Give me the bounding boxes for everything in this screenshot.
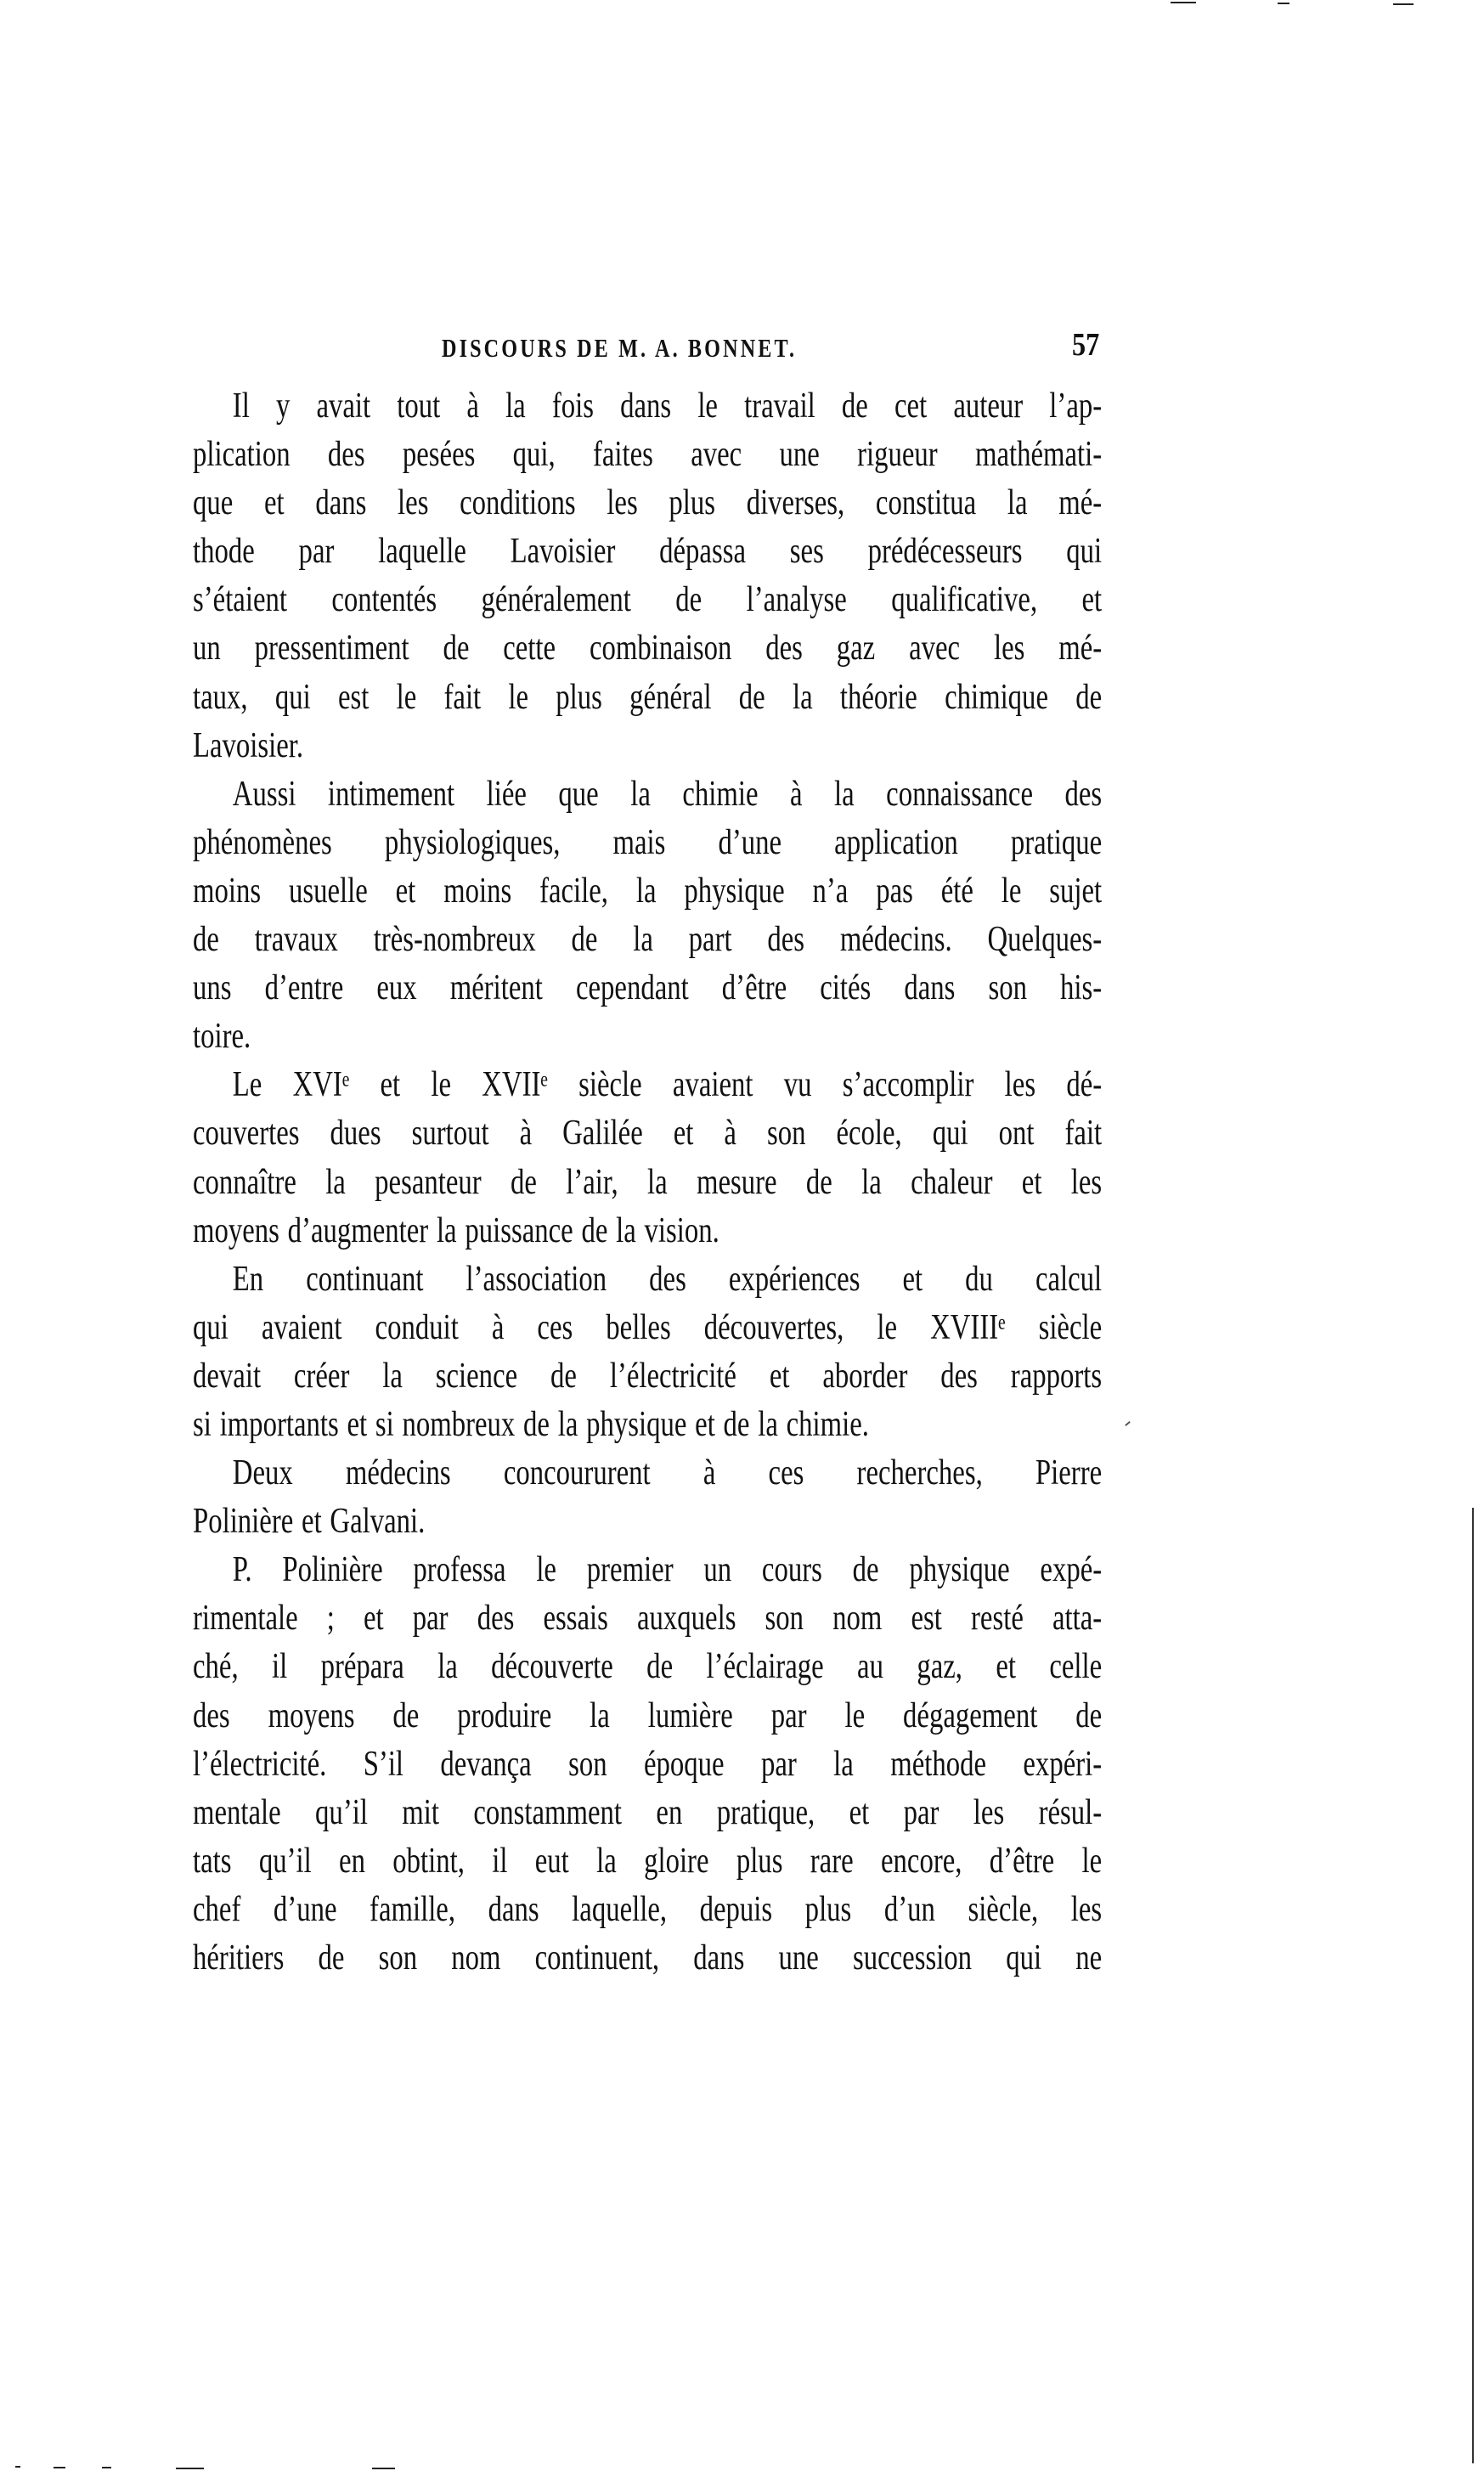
- text-line: Le XVIᵉ et le XVIIᵉ siècle avaient vu s’accomplir les dé-: [232, 1065, 1103, 1105]
- running-head: [442, 333, 866, 364]
- text-line: moyens d’augmenter la puissance de la vision.: [193, 1210, 719, 1250]
- body-text: [193, 382, 1102, 1983]
- running-head-text: DISCOURS DE M. A. BONNET.: [442, 333, 798, 363]
- paragraph-1: [193, 382, 1102, 770]
- text-line: qui avaient conduit à ces belles découvertes, le XVIIIᵉ siècle: [193, 1307, 1103, 1347]
- page-number: 57: [1072, 327, 1100, 363]
- scan-mark-bottom-4: [176, 2468, 204, 2469]
- text-line: moins usuelle et moins facile, la physique n’a pas été le sujet: [193, 871, 1103, 911]
- text-line: tats qu’il en obtint, il eut la gloire plus rare encore, d’être le: [193, 1841, 1103, 1881]
- text-line: toire.: [193, 1017, 251, 1057]
- text-line: ché, il prépara la découverte de l’éclairage au gaz, et celle: [193, 1647, 1103, 1687]
- text-line: Lavoisier.: [193, 725, 304, 765]
- text-line: un pressentiment de cette combinaison des gaz avec les mé-: [193, 629, 1103, 669]
- text-line: taux, qui est le fait le plus général de la théorie chimique de: [193, 677, 1103, 717]
- text-line: plication des pesées qui, faites avec une rigueur mathémati-: [193, 435, 1103, 475]
- paragraph-5: [193, 1449, 1102, 1546]
- text-line: chef d’une famille, dans laquelle, depuis plus d’un siècle, les: [193, 1889, 1103, 1929]
- paragraph-3: [193, 1061, 1102, 1255]
- text-line: uns d’entre eux méritent cependant d’être cités dans son his-: [193, 968, 1103, 1008]
- paragraph-4: [193, 1255, 1102, 1449]
- text-line: que et dans les conditions les plus diverses, constitua la mé-: [193, 483, 1103, 523]
- text-line: si importants et si nombreux de la physique et de la chimie.: [193, 1404, 869, 1444]
- text-line: des moyens de produire la lumière par le dégagement de: [193, 1695, 1103, 1735]
- scan-mark-stray: [1125, 1421, 1131, 1426]
- scan-mark-top-2: [1278, 3, 1289, 4]
- text-line: Aussi intimement liée que la chimie à la connaissance des: [232, 774, 1103, 814]
- paragraph-2: [193, 770, 1102, 1062]
- scan-mark-top-3: [1393, 3, 1413, 5]
- text-line: Deux médecins concoururent à ces recherches, Pierre: [232, 1453, 1103, 1493]
- paragraph-6: [193, 1546, 1102, 1983]
- text-line: Polinière et Galvani.: [193, 1502, 426, 1542]
- text-line: de travaux très-nombreux de la part des médecins. Quelques-: [193, 920, 1103, 960]
- text-line: phénomènes physiologiques, mais d’une application pratique: [193, 822, 1103, 862]
- scan-mark-top-1: [1171, 2, 1196, 3]
- text-line: couvertes dues surtout à Galilée et à son école, qui ont fait: [193, 1114, 1103, 1154]
- text-line: rimentale ; et par des essais auxquels son nom est resté atta-: [193, 1599, 1103, 1639]
- scan-edge-line: [1472, 1508, 1474, 2463]
- text-line: mentale qu’il mit constamment en pratique, et par les résul-: [193, 1792, 1103, 1832]
- scan-mark-bottom-5: [372, 2468, 395, 2469]
- scan-mark-bottom-3: [102, 2467, 111, 2468]
- text-line: connaître la pesanteur de l’air, la mesure de la chaleur et les: [193, 1162, 1103, 1202]
- text-line: héritiers de son nom continuent, dans une succession qui ne: [193, 1938, 1103, 1977]
- text-line: l’électricité. S’il devança son époque par la méthode expéri-: [193, 1744, 1103, 1784]
- text-line: P. Polinière professa le premier un cours de physique expé-: [232, 1550, 1103, 1590]
- text-line: s’étaient contentés généralement de l’analyse qualificative, et: [193, 580, 1103, 620]
- scan-mark-bottom-1: [15, 2466, 20, 2468]
- text-line: En continuant l’association des expériences et du calcul: [232, 1259, 1103, 1299]
- scan-mark-bottom-2: [54, 2467, 65, 2468]
- text-line: devait créer la science de l’électricité et aborder des rapports: [193, 1356, 1103, 1396]
- text-line: thode par laquelle Lavoisier dépassa ses prédécesseurs qui: [193, 532, 1103, 572]
- text-line: Il y avait tout à la fois dans le travail de cet auteur l’ap-: [232, 386, 1103, 426]
